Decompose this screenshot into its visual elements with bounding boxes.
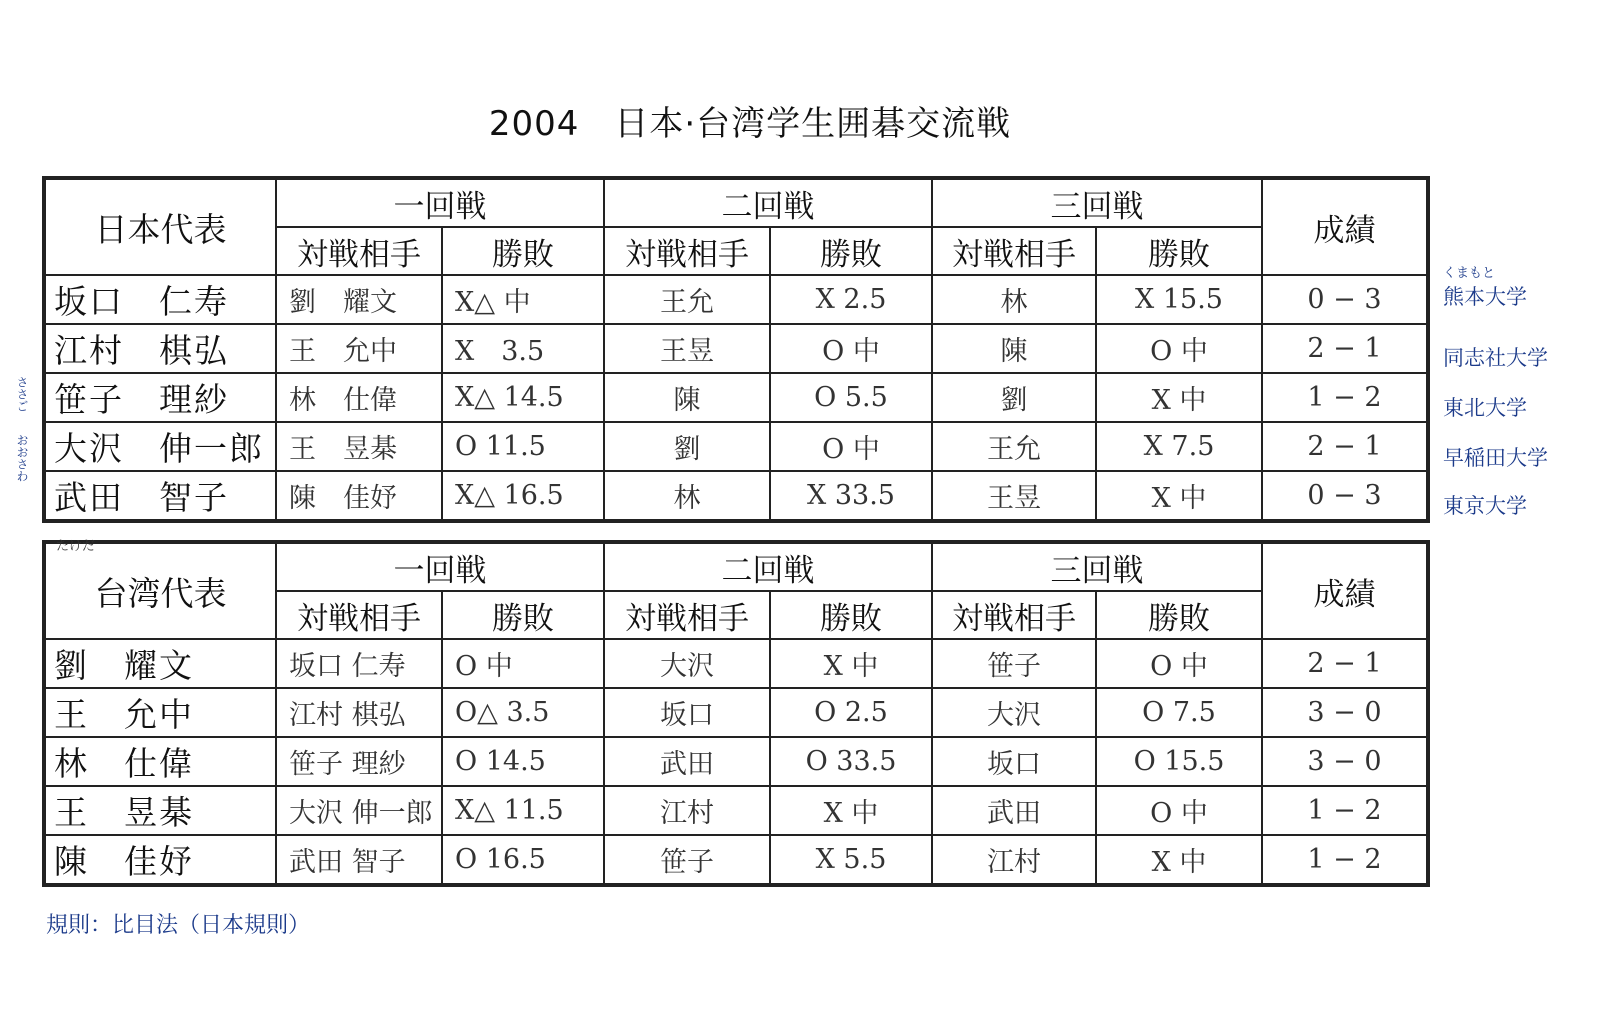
round3-opponent: 陳 bbox=[932, 324, 1096, 373]
japan-results-table bbox=[42, 176, 1430, 523]
round3-result: O 7.5 bbox=[1096, 688, 1262, 737]
round3-opponent: 王昱 bbox=[932, 471, 1096, 521]
page-title: 2004 日本·台湾学生囲碁交流戦 bbox=[488, 104, 1012, 144]
table-row bbox=[44, 471, 1428, 521]
round1-result: X 3.5 bbox=[442, 324, 604, 373]
round3-opponent: 林 bbox=[932, 275, 1096, 324]
record-cell: 2 − 1 bbox=[1262, 422, 1428, 471]
round3-opponent: 笹子 bbox=[932, 639, 1096, 688]
result-header: 勝敗 bbox=[1096, 227, 1262, 275]
record-cell: 0 − 3 bbox=[1262, 471, 1428, 521]
round2-opponent: 大沢 bbox=[604, 639, 770, 688]
table-row bbox=[44, 275, 1428, 324]
player-name: 笹子 理紗 bbox=[44, 373, 276, 422]
round3-result: O 中 bbox=[1096, 324, 1262, 373]
round2-opponent: 江村 bbox=[604, 786, 770, 835]
table-row bbox=[44, 639, 1428, 688]
round1-result: O 11.5 bbox=[442, 422, 604, 471]
round2-result: X 中 bbox=[770, 639, 932, 688]
record-cell: 2 − 1 bbox=[1262, 639, 1428, 688]
round2-opponent: 林 bbox=[604, 471, 770, 521]
round1-opponent: 江村 棋弘 bbox=[276, 688, 442, 737]
round1-opponent: 王 昱棊 bbox=[276, 422, 442, 471]
opponent-header: 対戦相手 bbox=[604, 227, 770, 275]
player-name: 劉 耀文 bbox=[44, 639, 276, 688]
opponent-header: 対戦相手 bbox=[276, 591, 442, 639]
round2-result: O 2.5 bbox=[770, 688, 932, 737]
result-header: 勝敗 bbox=[770, 227, 932, 275]
round3-result: X 中 bbox=[1096, 471, 1262, 521]
record-cell: 1 − 2 bbox=[1262, 835, 1428, 885]
university-note bbox=[1443, 262, 1527, 311]
round2-result: X 33.5 bbox=[770, 471, 932, 521]
player-name: 王 允中 bbox=[44, 688, 276, 737]
round2-opponent: 劉 bbox=[604, 422, 770, 471]
player-name: 大沢 伸一郎 bbox=[44, 422, 276, 471]
round3-result: O 中 bbox=[1096, 786, 1262, 835]
table-row bbox=[44, 422, 1428, 471]
round2-result: O 中 bbox=[770, 324, 932, 373]
round1-opponent: 武田 智子 bbox=[276, 835, 442, 885]
reading-note-takeda: たけだ bbox=[56, 539, 96, 554]
record-cell: 1 − 2 bbox=[1262, 373, 1428, 422]
table-row bbox=[44, 324, 1428, 373]
taiwan-team-header: 台湾代表 bbox=[44, 542, 276, 639]
university-name: 東京大学 bbox=[1443, 494, 1527, 518]
record-cell: 3 − 0 bbox=[1262, 688, 1428, 737]
round3-opponent: 坂口 bbox=[932, 737, 1096, 786]
result-header: 勝敗 bbox=[442, 591, 604, 639]
round2-opponent: 武田 bbox=[604, 737, 770, 786]
table-row bbox=[44, 835, 1428, 885]
round1-result: X△ 中 bbox=[442, 275, 604, 324]
round3-result: X 7.5 bbox=[1096, 422, 1262, 471]
round3-opponent: 江村 bbox=[932, 835, 1096, 885]
round3-result: X 15.5 bbox=[1096, 275, 1262, 324]
round1-opponent: 笹子 理紗 bbox=[276, 737, 442, 786]
round2-result: O 中 bbox=[770, 422, 932, 471]
round2-result: X 中 bbox=[770, 786, 932, 835]
round1-result: X△ 11.5 bbox=[442, 786, 604, 835]
university-name: 早稲田大学 bbox=[1443, 446, 1548, 470]
reading-note-osawa: おおさわ bbox=[15, 434, 29, 482]
round2-header: 二回戦 bbox=[604, 178, 932, 227]
player-name: 武田 智子 bbox=[44, 471, 276, 521]
round1-header: 一回戦 bbox=[276, 178, 604, 227]
university-name: 熊本大学 bbox=[1443, 285, 1527, 309]
player-name: 坂口 仁寿 bbox=[44, 275, 276, 324]
round2-opponent: 笹子 bbox=[604, 835, 770, 885]
round2-opponent: 王昱 bbox=[604, 324, 770, 373]
round1-header: 一回戦 bbox=[276, 542, 604, 591]
university-name: 同志社大学 bbox=[1443, 346, 1548, 370]
player-name: 陳 佳妤 bbox=[44, 835, 276, 885]
round3-result: X 中 bbox=[1096, 835, 1262, 885]
taiwan-results-table bbox=[42, 540, 1430, 887]
rules-note: 規則：比目法（日本規則） bbox=[46, 913, 311, 938]
result-header: 勝敗 bbox=[1096, 591, 1262, 639]
reading-note-sasago: ささご bbox=[15, 376, 29, 412]
opponent-header: 対戦相手 bbox=[604, 591, 770, 639]
table-row bbox=[44, 688, 1428, 737]
round1-result: O 14.5 bbox=[442, 737, 604, 786]
opponent-header: 対戦相手 bbox=[932, 591, 1096, 639]
round3-opponent: 大沢 bbox=[932, 688, 1096, 737]
table-row bbox=[44, 373, 1428, 422]
round2-result: X 2.5 bbox=[770, 275, 932, 324]
round1-opponent: 坂口 仁寿 bbox=[276, 639, 442, 688]
round3-opponent: 王允 bbox=[932, 422, 1096, 471]
round2-opponent: 王允 bbox=[604, 275, 770, 324]
table-row bbox=[44, 786, 1428, 835]
record-header: 成績 bbox=[1262, 542, 1428, 639]
round1-result: O 16.5 bbox=[442, 835, 604, 885]
round2-opponent: 坂口 bbox=[604, 688, 770, 737]
round1-opponent: 陳 佳妤 bbox=[276, 471, 442, 521]
round2-result: O 33.5 bbox=[770, 737, 932, 786]
round2-result: X 5.5 bbox=[770, 835, 932, 885]
record-cell: 1 − 2 bbox=[1262, 786, 1428, 835]
opponent-header: 対戦相手 bbox=[276, 227, 442, 275]
record-cell: 2 − 1 bbox=[1262, 324, 1428, 373]
round3-header: 三回戦 bbox=[932, 542, 1262, 591]
result-header: 勝敗 bbox=[442, 227, 604, 275]
record-cell: 0 − 3 bbox=[1262, 275, 1428, 324]
round3-opponent: 劉 bbox=[932, 373, 1096, 422]
round1-result: O△ 3.5 bbox=[442, 688, 604, 737]
round3-header: 三回戦 bbox=[932, 178, 1262, 227]
round1-opponent: 劉 耀文 bbox=[276, 275, 442, 324]
round3-result: O 中 bbox=[1096, 639, 1262, 688]
university-reading: くまもと bbox=[1443, 266, 1496, 281]
round3-result: O 15.5 bbox=[1096, 737, 1262, 786]
player-name: 江村 棋弘 bbox=[44, 324, 276, 373]
university-name: 東北大学 bbox=[1443, 396, 1527, 420]
round2-opponent: 陳 bbox=[604, 373, 770, 422]
record-cell: 3 − 0 bbox=[1262, 737, 1428, 786]
japan-team-header: 日本代表 bbox=[44, 178, 276, 275]
round3-opponent: 武田 bbox=[932, 786, 1096, 835]
round1-opponent: 大沢 伸一郎 bbox=[276, 786, 442, 835]
result-header: 勝敗 bbox=[770, 591, 932, 639]
table-row bbox=[44, 737, 1428, 786]
player-name: 王 昱棊 bbox=[44, 786, 276, 835]
round2-header: 二回戦 bbox=[604, 542, 932, 591]
round1-opponent: 王 允中 bbox=[276, 324, 442, 373]
player-name: 林 仕偉 bbox=[44, 737, 276, 786]
record-header: 成績 bbox=[1262, 178, 1428, 275]
round2-result: O 5.5 bbox=[770, 373, 932, 422]
round1-result: X△ 14.5 bbox=[442, 373, 604, 422]
round1-opponent: 林 仕偉 bbox=[276, 373, 442, 422]
round3-result: X 中 bbox=[1096, 373, 1262, 422]
opponent-header: 対戦相手 bbox=[932, 227, 1096, 275]
round1-result: X△ 16.5 bbox=[442, 471, 604, 521]
round1-result: O 中 bbox=[442, 639, 604, 688]
